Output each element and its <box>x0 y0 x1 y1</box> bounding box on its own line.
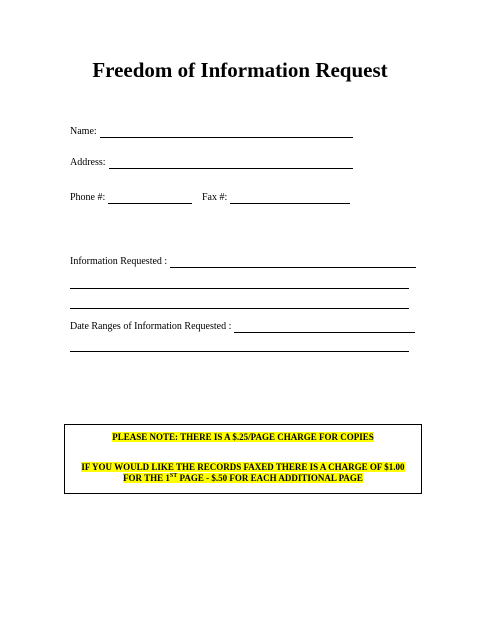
info-requested-input-line[interactable] <box>170 257 416 268</box>
fax-input-line[interactable] <box>230 193 350 204</box>
notice-fax-line-2 <box>65 473 421 484</box>
notice-fax-text-1: IF YOU WOULD LIKE THE RECORDS FAXED THERE IS A CHARGE OF $1.00 <box>81 462 405 472</box>
notice-copies-text: PLEASE NOTE: THERE IS A $.25/PAGE CHARGE FOR COPIES <box>112 432 374 442</box>
address-field <box>70 157 353 169</box>
name-input-line[interactable] <box>100 127 353 138</box>
info-requested-line-2[interactable] <box>70 288 409 289</box>
address-label: Address: <box>70 157 106 168</box>
phone-field <box>70 192 192 204</box>
page-title: Freedom of Information Request <box>92 58 388 82</box>
notice-fax-superscript: ST <box>169 473 178 479</box>
notice-copies <box>65 432 421 443</box>
notice-fax-prefix: FOR THE 1 <box>123 473 170 483</box>
notice-fax-suffix: PAGE - $.50 FOR EACH ADDITIONAL PAGE <box>177 473 363 483</box>
date-ranges-input-line[interactable] <box>234 322 415 333</box>
info-requested-line-3[interactable] <box>70 308 409 309</box>
date-ranges-label: Date Ranges of Information Requested : <box>70 321 232 332</box>
date-ranges-line-2[interactable] <box>70 351 409 352</box>
phone-label: Phone #: <box>70 192 106 203</box>
name-field <box>70 126 353 138</box>
notice-fax-line-1 <box>65 462 421 473</box>
phone-input-line[interactable] <box>108 193 192 204</box>
fax-field <box>202 192 350 204</box>
fax-label: Fax #: <box>202 192 228 203</box>
notice-box <box>64 424 422 494</box>
info-requested-field <box>70 256 416 268</box>
address-input-line[interactable] <box>109 158 353 169</box>
info-requested-label: Information Requested : <box>70 256 168 267</box>
notice-fax-text-2 <box>123 473 363 483</box>
name-label: Name: <box>70 126 97 137</box>
date-ranges-field <box>70 321 415 333</box>
